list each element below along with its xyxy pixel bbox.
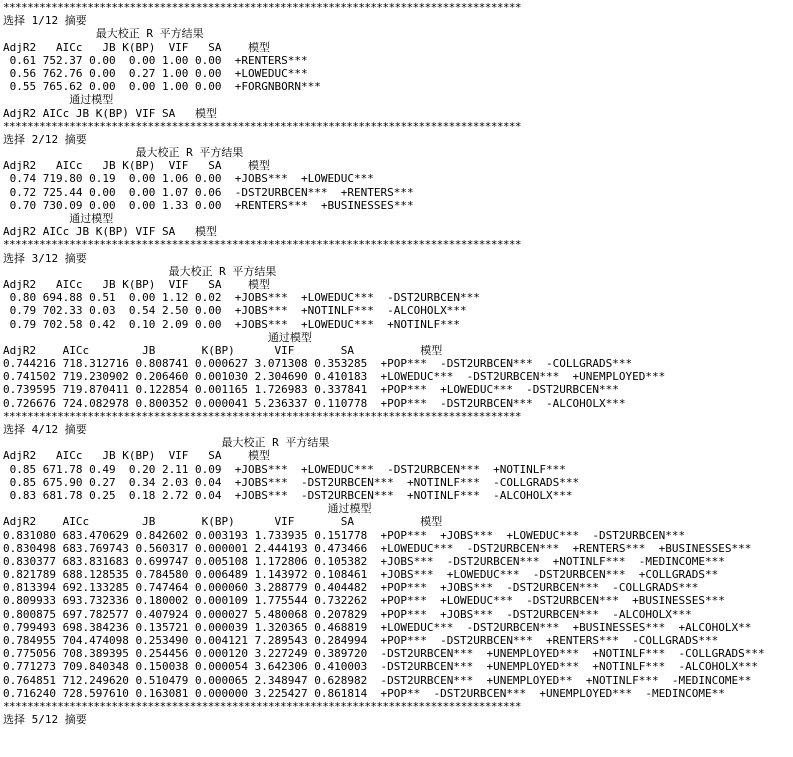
column-header-line: AdjR2 AICc JB K(BP) VIF SA 模型 [3, 159, 271, 173]
model-row: 0.821789 688.128535 0.784580 0.006489 1.143972 0.108461 +JOBS*** +LOWEDUC*** -DST2URBCEN*** +COLLGRADS** [3, 568, 719, 582]
separator-line: ************************************************************************************** [3, 1, 521, 14]
model-row: 0.830498 683.769743 0.560317 0.000001 2.444193 0.473466 +LOWEDUC*** -DST2URBCEN*** +RENTERS*** +BUSINESSES*** [3, 541, 752, 555]
model-row: 0.764851 712.249620 0.510479 0.000065 2.348947 0.628982 -DST2URBCEN*** +UNEMPLOYED** +NOTINLF*** -MEDINCOME** [3, 673, 752, 687]
subsection-heading: 最大校正 R 平方结果 [3, 436, 330, 450]
column-header-line: AdjR2 AICc JB K(BP) VIF SA 模型 [3, 225, 218, 239]
model-row: 0.809933 693.732336 0.180002 0.000109 1.775544 0.732262 +POP*** +LOWEDUC*** -DST2URBCEN*** +BUSINESSES*** [3, 594, 725, 608]
subsection-heading: 最大校正 R 平方结果 [3, 146, 244, 160]
model-row: 0.741502 719.230902 0.206460 0.001030 2.304690 0.410183 +LOWEDUC*** -DST2URBCEN*** +UNEMPLOYED*** [3, 370, 666, 384]
section-title: 选择 3/12 摘要 [3, 251, 87, 265]
model-row: 0.799493 698.384236 0.135721 0.000039 1.320365 0.468819 +LOWEDUC*** -DST2URBCEN*** +BUSINESSES*** +ALCOHOLX** [3, 620, 752, 634]
model-row: 0.56 762.76 0.00 0.27 1.00 0.00 +LOWEDUC*** [3, 66, 308, 80]
model-row: 0.72 725.44 0.00 0.00 1.07 0.06 -DST2URBCEN*** +RENTERS*** [3, 185, 414, 199]
separator-line: ************************************************************************************** [3, 119, 521, 133]
model-row: 0.744216 718.312716 0.808741 0.000627 3.071308 0.353285 +POP*** -DST2URBCEN*** -COLLGRADS*** [3, 357, 633, 371]
subsection-heading: 最大校正 R 平方结果 [3, 264, 277, 278]
column-header-line: AdjR2 AICc JB K(BP) VIF SA 模型 [3, 449, 271, 463]
model-row: 0.784955 704.474098 0.253490 0.004121 7.289543 0.284994 +POP*** -DST2URBCEN*** +RENTERS*** -COLLGRADS*** [3, 634, 719, 647]
model-row: 0.739595 719.870411 0.122854 0.001165 1.726983 0.337841 +POP*** +LOWEDUC*** -DST2URBCEN*** [3, 383, 619, 397]
column-header-line: AdjR2 AICc JB K(BP) VIF SA 模型 [3, 40, 271, 54]
model-row: 0.55 765.62 0.00 0.00 1.00 0.00 +FORGNBORN*** [3, 80, 321, 94]
model-row: 0.70 730.09 0.00 0.00 1.33 0.00 +RENTERS*** +BUSINESSES*** [3, 198, 414, 212]
model-row: 0.61 752.37 0.00 0.00 1.00 0.00 +RENTERS*** [3, 53, 308, 67]
subsection-heading: 通过模型 [3, 330, 312, 344]
model-row: 0.831080 683.470629 0.842602 0.003193 1.733935 0.151778 +POP*** +JOBS*** +LOWEDUC*** -DST2URBCEN*** [3, 528, 686, 542]
section-title: 选择 1/12 摘要 [3, 14, 87, 28]
model-row: 0.74 719.80 0.19 0.00 1.06 0.00 +JOBS*** +LOWEDUC*** [3, 172, 374, 186]
model-row: 0.830377 683.831683 0.699747 0.005108 1.172806 0.105382 +JOBS*** -DST2URBCEN*** +NOTINLF*** -MEDINCOME*** [3, 554, 725, 568]
model-row: 0.726676 724.082978 0.800352 0.000041 5.236337 0.110778 +POP*** -DST2URBCEN*** -ALCOHOLX*** [3, 396, 626, 410]
separator-line: ************************************************************************************** [3, 699, 521, 713]
subsection-heading: 最大校正 R 平方结果 [3, 27, 204, 41]
model-row: 0.716240 728.597610 0.163081 0.000000 3.225427 0.861814 +POP** -DST2URBCEN*** +UNEMPLOYED*** -MEDINCOME** [3, 686, 725, 700]
model-row: 0.80 694.88 0.51 0.00 1.12 0.02 +JOBS*** +LOWEDUC*** -DST2URBCEN*** [3, 291, 480, 305]
model-row: 0.85 671.78 0.49 0.20 2.11 0.09 +JOBS*** +LOWEDUC*** -DST2URBCEN*** +NOTINLF*** [3, 462, 566, 476]
section-title: 选择 4/12 摘要 [3, 423, 87, 436]
model-row: 0.79 702.33 0.03 0.54 2.50 0.00 +JOBS*** +NOTINLF*** -ALCOHOLX*** [3, 304, 467, 318]
model-row: 0.775056 708.389395 0.254456 0.000120 3.227249 0.389720 -DST2URBCEN*** +UNEMPLOYED*** +NOTINLF*** -COLLGRADS*** [3, 647, 765, 661]
column-header-line: AdjR2 AICc JB K(BP) VIF SA 模型 [3, 343, 443, 357]
model-row: 0.813394 692.133285 0.747464 0.000060 3.288779 0.404482 +POP*** +JOBS*** -DST2URBCEN*** -COLLGRADS*** [3, 581, 699, 595]
separator-line: ************************************************************************************** [3, 238, 521, 252]
column-header-line: AdjR2 AICc JB K(BP) VIF SA 模型 [3, 106, 218, 120]
summary-text-output [3, 1, 793, 726]
subsection-heading: 通过模型 [3, 502, 372, 516]
model-row: 0.85 675.90 0.27 0.34 2.03 0.04 +JOBS*** -DST2URBCEN*** +NOTINLF*** -COLLGRADS*** [3, 475, 580, 489]
subsection-heading: 通过模型 [3, 93, 114, 107]
section-title: 选择 5/12 摘要 [3, 713, 87, 727]
separator-line: ************************************************************************************** [3, 409, 521, 423]
column-header-line: AdjR2 AICc JB K(BP) VIF SA 模型 [3, 277, 271, 291]
model-row: 0.79 702.58 0.42 0.10 2.09 0.00 +JOBS*** +LOWEDUC*** +NOTINLF*** [3, 317, 460, 331]
model-row: 0.800875 697.782577 0.407924 0.000027 5.480068 0.207829 +POP*** +JOBS*** -DST2URBCEN*** -ALCOHOLX*** [3, 607, 692, 621]
model-row: 0.771273 709.840348 0.150038 0.000054 3.642306 0.410003 -DST2URBCEN*** +UNEMPLOYED*** +NOTINLF*** -ALCOHOLX*** [3, 660, 758, 674]
subsection-heading: 通过模型 [3, 212, 114, 225]
model-row: 0.83 681.78 0.25 0.18 2.72 0.04 +JOBS*** -DST2URBCEN*** +NOTINLF*** -ALCOHOLX*** [3, 488, 573, 502]
section-title: 选择 2/12 摘要 [3, 132, 87, 146]
column-header-line: AdjR2 AICc JB K(BP) VIF SA 模型 [3, 515, 443, 529]
